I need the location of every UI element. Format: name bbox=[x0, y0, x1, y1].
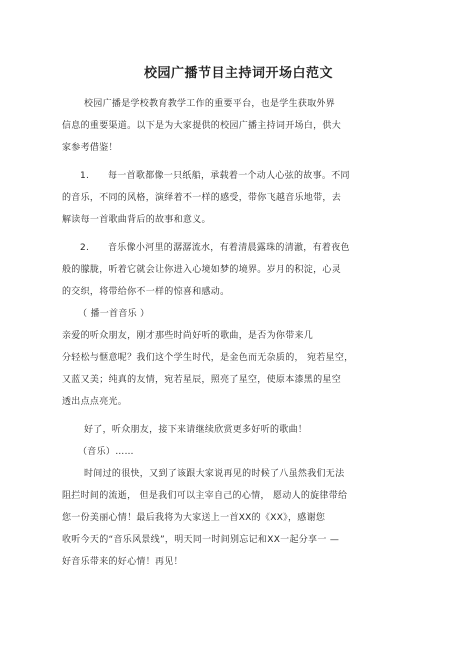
paragraph-4: 好了，听众朋友，接下来请继续欣赏更多好听的歌曲！ bbox=[84, 425, 308, 435]
text-line: 音乐像小河里的潺潺流水，有着清晨露珠的清澈，有着夜色 bbox=[108, 243, 350, 253]
list-item-1 bbox=[62, 165, 415, 231]
text-line: 分轻松与惬意呢？我们这个学生时代，是金色而无杂质的， 宛若星空， bbox=[62, 353, 354, 363]
text-line: 阻拦时间的流逝， 但是我们可以主宰自己的心情， 愿动人的旋律带给 bbox=[62, 491, 348, 501]
paragraph-3 bbox=[62, 325, 415, 413]
text-line: 好音乐带来的好心情！再见！ bbox=[62, 557, 183, 567]
text-line: 您一份美丽心情！最后我将为大家送上一首XX的《XX》，感谢您 bbox=[62, 513, 326, 523]
text-line: 信息的重要渠道。以下是为大家提供的校园广播主持词开场白，供大 bbox=[62, 121, 342, 131]
list-item-2 bbox=[62, 237, 415, 303]
text-line: 亲爱的听众朋友，刚才那些时尚好听的歌曲，是否为你带来几 bbox=[62, 331, 314, 341]
text-line: 家参考借鉴！ bbox=[62, 143, 118, 153]
text-line: 时间过的很快，又到了该跟大家说再见的时候了八虽然我们无法 bbox=[84, 469, 345, 479]
list-number: 2. bbox=[80, 243, 90, 253]
intro-paragraph bbox=[62, 93, 415, 159]
text-line: 校园广播是学校教育教学工作的重要平台，也是学生获取外界 bbox=[84, 99, 336, 109]
text-line: 每一首歌都像一只纸船，承载着一个动人心弦的故事。不同 bbox=[108, 171, 350, 181]
text-line: 的交织，将带给你不一样的惊喜和感动。 bbox=[62, 287, 230, 297]
text-line: 透出点点亮光。 bbox=[62, 397, 128, 407]
song-note: （ 播一首音乐 ） bbox=[78, 309, 150, 319]
paragraph-5 bbox=[62, 463, 415, 573]
text-line: 的音乐，不同的风格，演绎着不一样的感受，带你飞越音乐地带，去 bbox=[62, 193, 342, 203]
music-note: （音乐）…… bbox=[78, 447, 134, 457]
text-line: 般的朦胧，听着它就会让你进入心境如梦的境界。岁月的积淀，心灵 bbox=[62, 265, 342, 275]
text-line: 又蓝又美；纯真的友情，宛若星辰，照亮了星空，使原本漆黑的星空 bbox=[62, 375, 342, 385]
text-line: 解读每一首歌曲背后的故事和意义。 bbox=[62, 215, 211, 225]
list-number: 1. bbox=[80, 171, 90, 181]
text-line: 收听今天的“音乐风景线”，明天同一时间别忘记和XX一起分享一 — bbox=[62, 535, 340, 545]
document-title: 校园广播节目主持词开场白范文 bbox=[143, 66, 333, 81]
